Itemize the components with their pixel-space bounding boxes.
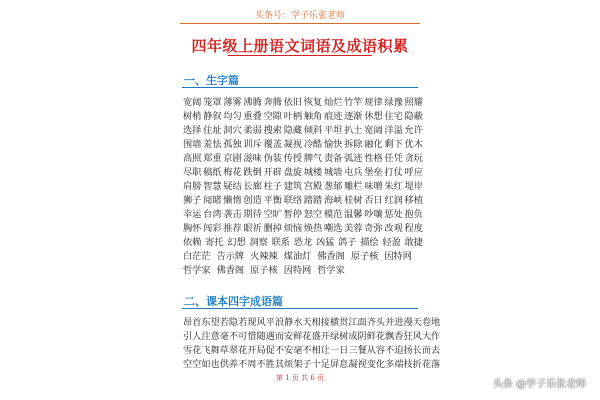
word-item: 烦恼 — [283, 223, 303, 234]
word-item: 从容不迫 — [366, 345, 404, 356]
word-item: 隐蔽 — [404, 111, 423, 122]
word-row — [183, 234, 423, 248]
word-item: 尽职 — [183, 167, 202, 178]
section-divider-vocabulary — [182, 87, 418, 88]
word-item: 城楼 — [303, 167, 323, 178]
word-item: 踏踏 — [303, 195, 323, 206]
word-item: 葱郁 — [323, 181, 343, 192]
word-item: 轻盈 — [382, 237, 401, 248]
section-divider-idioms — [182, 308, 418, 309]
word-item: 空空如也 — [183, 359, 220, 370]
word-item: 横贯江面 — [330, 317, 367, 328]
word-item: 树梢 — [183, 111, 202, 122]
word-row — [183, 262, 423, 276]
word-item: 郑重 — [203, 153, 222, 164]
word-item: 创造 — [243, 195, 262, 206]
word-item: 搜索 — [263, 125, 282, 136]
word-item: 绿豫 — [384, 97, 403, 108]
word-item: 期待 — [243, 209, 262, 220]
word-item: 漫天卷地 — [403, 317, 441, 328]
word-item: 眼祈 — [243, 223, 262, 234]
word-row — [183, 94, 423, 108]
word-item: 联系 — [271, 237, 290, 248]
word-item: 堤岸 — [404, 181, 423, 192]
word-item: 恐龙 — [293, 237, 313, 248]
watermark: 头条 @学子乐张老师 — [492, 379, 586, 390]
word-row — [183, 314, 441, 328]
word-item: 随遇而安 — [256, 331, 294, 342]
word-item: 煤油灯 — [283, 251, 312, 262]
section-heading-idioms: 二、课本四字成语篇 — [184, 295, 283, 308]
word-item: 训斥 — [243, 139, 262, 150]
word-item: 推荐 — [223, 223, 242, 234]
word-item: 雪花飞舞 — [183, 345, 220, 356]
word-item: 原子核 — [350, 251, 379, 262]
word-row — [183, 206, 423, 220]
word-item: 冷酷 — [303, 139, 323, 150]
word-item: 幸运 — [183, 209, 202, 220]
word-item: 性格 — [364, 153, 383, 164]
word-item: 愉快 — [323, 139, 343, 150]
word-row — [183, 122, 423, 136]
word-item: 美蓉 — [344, 223, 363, 234]
word-item: 描绘 — [360, 237, 379, 248]
word-item: 幻想 — [227, 237, 246, 248]
word-item: 责备 — [323, 153, 343, 164]
word-item: 朱红 — [384, 181, 403, 192]
word-item: 叶柄 — [283, 111, 303, 122]
word-item: 平衡 — [263, 195, 282, 206]
word-item: 均匀 — [223, 111, 242, 122]
word-item: 模范 — [323, 209, 343, 220]
word-item: 寄托 — [205, 237, 224, 248]
word-item: 焕热 — [303, 223, 323, 234]
word-item: 隐藏 — [283, 125, 303, 136]
word-item: 宽阔 — [364, 125, 383, 136]
word-item: 味噌 — [364, 181, 383, 192]
header-divider — [180, 23, 420, 24]
word-item: 住宅 — [384, 111, 403, 122]
word-item: 若隐若现 — [219, 317, 257, 328]
word-item: 联络 — [283, 195, 303, 206]
word-item: 拆除 — [344, 139, 363, 150]
word-item: 扬长而去 — [403, 345, 441, 356]
word-item: 屏息凝视 — [330, 359, 367, 370]
word-item: 沸腾 — [243, 97, 262, 108]
document-title: 四年级上册语文词语及成语积累 — [191, 37, 409, 55]
section-heading-vocabulary: 一、生字篇 — [184, 74, 239, 87]
word-item: 变化多端 — [366, 359, 404, 370]
word-item: 洋溢 — [384, 125, 403, 136]
word-row — [183, 356, 441, 370]
word-item: 奇弥 — [364, 223, 383, 234]
word-item: 吵嚷 — [364, 209, 383, 220]
word-item: 覆盖 — [263, 139, 282, 150]
word-item: 狂风大作 — [403, 331, 441, 342]
word-item: 阅睹 — [203, 195, 222, 206]
word-item: 哲学家 — [183, 265, 211, 276]
word-item: 怒空 — [303, 209, 323, 220]
word-item: 规律 — [364, 97, 383, 108]
word-item: 昂首东望 — [183, 317, 220, 328]
word-item: 狮子 — [183, 195, 202, 206]
word-row — [183, 220, 423, 234]
page-number: 第 1 页 共 6 页 — [275, 374, 325, 382]
word-item: 孤独 — [223, 139, 242, 150]
word-item: 羞怯 — [203, 139, 222, 150]
word-item: 温馨 — [344, 209, 363, 220]
word-item: 水天相接 — [293, 317, 330, 328]
word-item: 恢复 — [303, 97, 323, 108]
word-item: 枝折花落 — [403, 359, 441, 370]
word-item: 佛香阁 — [317, 251, 345, 262]
word-item: 红润 — [384, 195, 403, 206]
word-item: 选择 — [183, 125, 202, 136]
word-item: 围墙 — [183, 139, 202, 150]
word-item: 痕迹 — [323, 111, 343, 122]
word-item: 柱子 — [263, 181, 282, 192]
word-item: 闯彩 — [203, 223, 222, 234]
word-item: 屯兵 — [344, 167, 363, 178]
word-item: 海峡 — [323, 195, 343, 206]
word-item: 静叙 — [203, 111, 222, 122]
word-item: 惩处 — [384, 209, 403, 220]
word-item: 允许 — [404, 125, 423, 136]
word-item: 暂停 — [283, 209, 303, 220]
word-item: 智慧 — [203, 181, 222, 192]
word-item: 佛香阁 — [216, 265, 245, 276]
word-item: 火辣辣 — [250, 251, 278, 262]
word-item: 局促不安 — [256, 345, 294, 356]
word-item: 宫殿 — [303, 181, 323, 192]
word-item: 引人注意 — [183, 331, 220, 342]
word-item: 风平浪静 — [256, 317, 294, 328]
word-item: 笼罩 — [203, 97, 222, 108]
word-item: 休想 — [364, 111, 383, 122]
word-item: 供养不周 — [219, 359, 257, 370]
word-item: 草翠花开 — [219, 345, 257, 356]
word-item: 照耀 — [404, 97, 423, 108]
word-item: 高照 — [183, 153, 202, 164]
word-item: 架子十足 — [293, 359, 330, 370]
word-item: 逐渐 — [344, 111, 363, 122]
word-item: 柔弱 — [243, 125, 262, 136]
word-row — [183, 164, 423, 178]
word-item: 优木 — [404, 139, 423, 150]
word-row — [183, 342, 441, 356]
word-item: 台湾 — [203, 209, 222, 220]
word-item: 依赖 — [183, 237, 202, 248]
word-item: 哲学家 — [317, 265, 345, 276]
word-item: 鸽子 — [338, 237, 357, 248]
word-item: 桂树 — [344, 195, 363, 206]
word-item: 宽阔 — [183, 97, 202, 108]
word-item: 凶猛 — [315, 237, 335, 248]
word-item: 盘旋 — [283, 167, 303, 178]
word-item: 扒土 — [344, 125, 363, 136]
word-item: 弧迹 — [344, 153, 363, 164]
word-item: 鲜花飘香 — [366, 331, 404, 342]
word-item: 原子核 — [250, 265, 278, 276]
word-item: 毫不相让 — [293, 345, 330, 356]
word-item: 毫不可惜 — [219, 331, 257, 342]
word-row — [183, 136, 423, 150]
word-item: 奔腾 — [263, 97, 282, 108]
word-item: 住址 — [203, 125, 222, 136]
word-item: 伪装 — [263, 153, 282, 164]
word-item: 平坦 — [323, 125, 343, 136]
word-item: 滋味 — [243, 153, 262, 164]
word-row — [183, 150, 423, 164]
word-item: 白茫茫 — [183, 251, 211, 262]
word-item: 京剧 — [223, 153, 242, 164]
word-item: 删掉 — [263, 223, 282, 234]
title-underline — [228, 55, 372, 56]
word-item: 懒惰 — [223, 195, 242, 206]
word-item: 建筑 — [283, 181, 303, 192]
word-item: 剩下 — [384, 139, 403, 150]
word-item: 否日 — [364, 195, 383, 206]
word-item: 绿树成阴 — [330, 331, 367, 342]
word-row — [183, 328, 441, 342]
word-item: 因特网 — [283, 265, 312, 276]
word-item: 任凭 — [384, 153, 403, 164]
word-item: 因特网 — [384, 251, 412, 262]
word-item: 倾斜 — [303, 125, 323, 136]
word-item: 跌倒 — [243, 167, 262, 178]
word-item: 打仗 — [384, 167, 403, 178]
word-row — [183, 178, 423, 192]
word-item: 呼应 — [404, 167, 423, 178]
word-item: 灿烂 — [323, 97, 343, 108]
word-item: 依旧 — [283, 97, 303, 108]
word-item: 嘲选 — [323, 223, 343, 234]
word-item: 城墙 — [323, 167, 343, 178]
word-item: 触角 — [303, 111, 323, 122]
word-item: 空旷 — [263, 209, 282, 220]
word-item: 齐头并进 — [366, 317, 404, 328]
word-item: 疑结 — [223, 181, 242, 192]
word-row — [183, 192, 423, 206]
word-row — [183, 108, 423, 122]
word-item: 凝视 — [283, 139, 303, 150]
word-item: 雕栏 — [344, 181, 363, 192]
word-row — [183, 248, 423, 262]
word-item: 贪玩 — [404, 153, 423, 164]
word-item: 传授 — [283, 153, 303, 164]
word-item: 不胜其烦 — [256, 359, 294, 370]
word-item: 一日三餐 — [330, 345, 367, 356]
word-item: 融化 — [364, 139, 383, 150]
word-item: 洞穴 — [223, 125, 242, 136]
word-item: 脾气 — [303, 153, 323, 164]
word-item: 竹竿 — [344, 97, 363, 108]
word-item: 移植 — [404, 195, 423, 206]
word-item: 长廊 — [243, 181, 262, 192]
header-credit: 头条号：学子乐张老师 — [254, 11, 345, 21]
word-item: 程度 — [404, 223, 423, 234]
word-item: 空隙 — [263, 111, 282, 122]
word-item: 鲜花盛开 — [293, 331, 330, 342]
word-item: 薄雾 — [223, 97, 242, 108]
word-item: 梅花 — [223, 167, 242, 178]
word-item: 重叠 — [243, 111, 262, 122]
word-item: 洞察 — [249, 237, 268, 248]
word-item: 肩膀 — [183, 181, 202, 192]
word-item: 胸怀 — [183, 223, 202, 234]
word-item: 开辟 — [263, 167, 282, 178]
word-item: 袭击 — [223, 209, 242, 220]
word-item: 稿纸 — [203, 167, 222, 178]
word-item: 堡垒 — [364, 167, 383, 178]
word-item: 抱负 — [404, 209, 423, 220]
word-item: 改观 — [384, 223, 403, 234]
word-item: 告示牌 — [216, 251, 245, 262]
word-item: 敢捷 — [404, 237, 423, 248]
